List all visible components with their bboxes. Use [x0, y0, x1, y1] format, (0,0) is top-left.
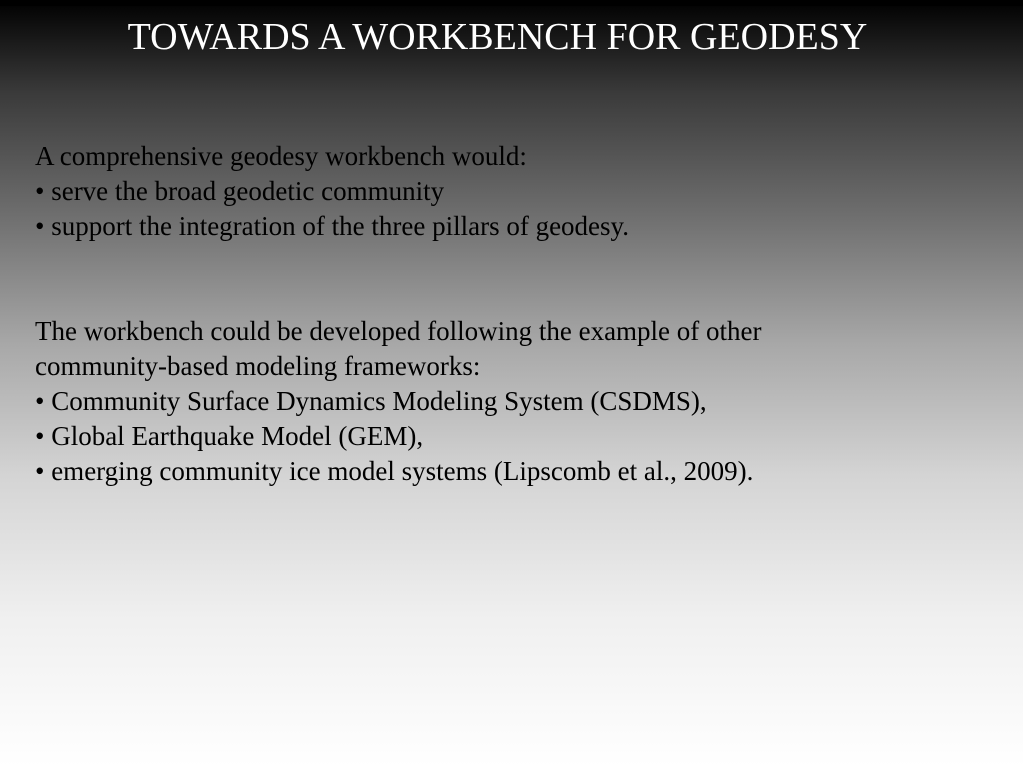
paragraph1-intro: A comprehensive geodesy workbench would:	[35, 141, 527, 171]
bullet-serve-community: • serve the broad geodetic community	[35, 176, 445, 206]
bullet-support-integration: • support the integration of the three pillars of geodesy.	[35, 211, 630, 241]
bullet-csdms: • Community Surface Dynamics Modeling System (CSDMS),	[35, 386, 707, 416]
paragraph2-intro-line1: The workbench could be developed following the example of other	[35, 316, 762, 346]
top-border	[0, 0, 1023, 6]
bullet-ice-models: • emerging community ice model systems (Lipscomb et al., 2009).	[35, 456, 754, 486]
paragraph2-intro-line2: community-based modeling frameworks:	[35, 351, 481, 381]
slide-title: TOWARDS A WORKBENCH FOR GEODESY	[127, 16, 868, 58]
slide-body	[35, 139, 995, 489]
bullet-gem: • Global Earthquake Model (GEM),	[35, 421, 424, 451]
paragraph-spacer	[35, 244, 995, 314]
